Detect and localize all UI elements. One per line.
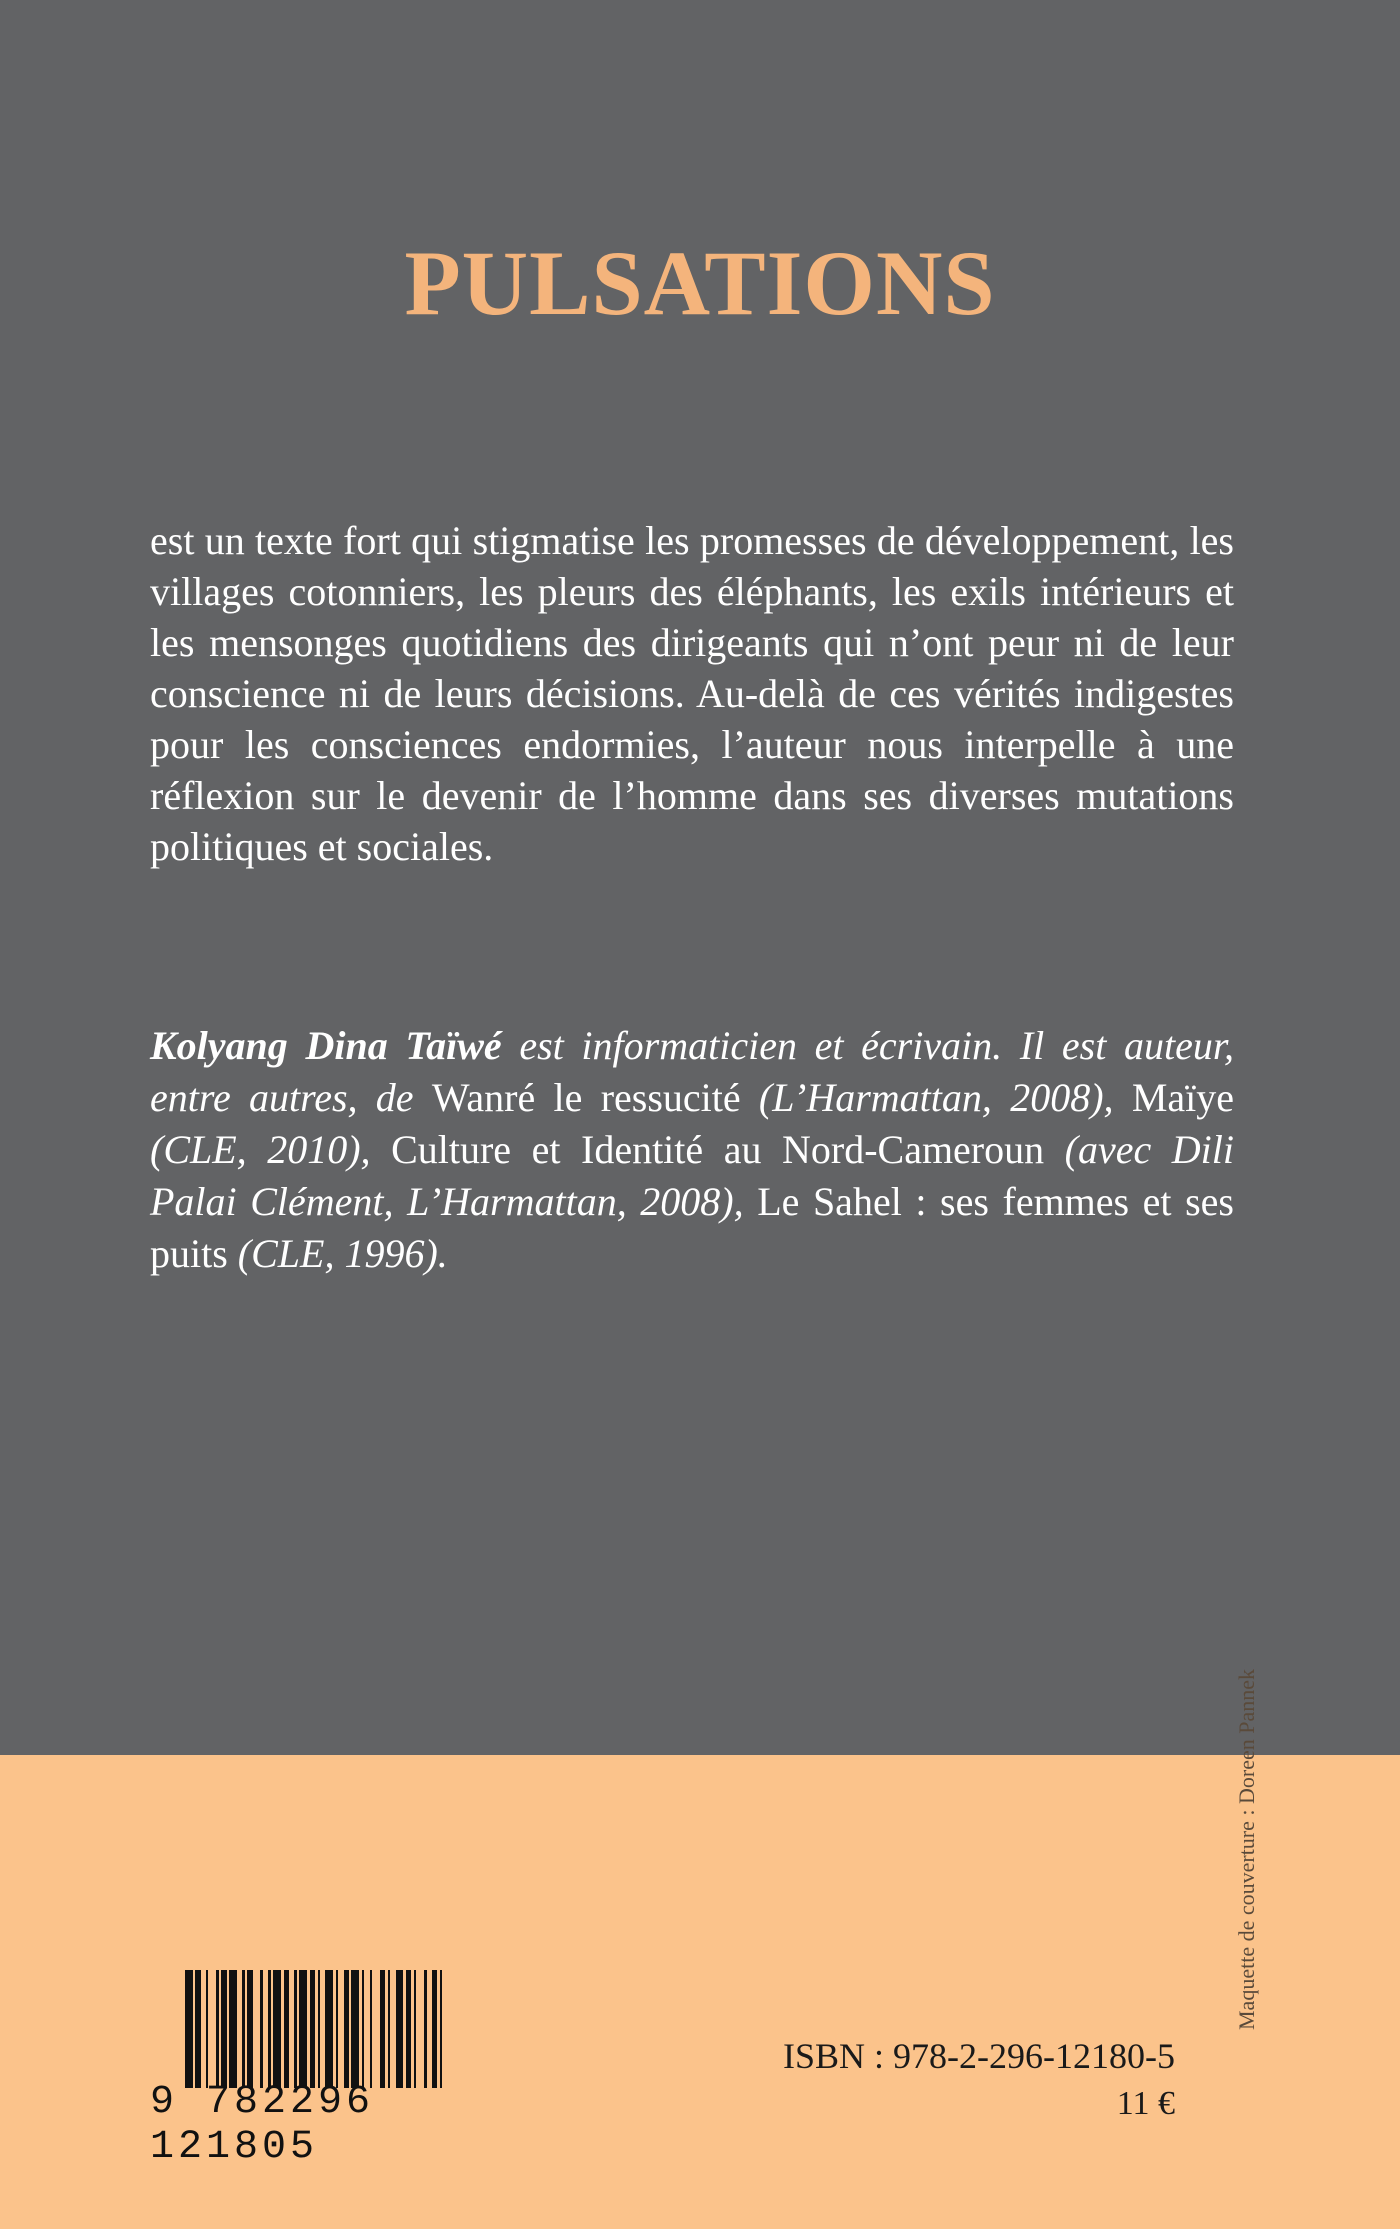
barcode-digits: 9 782296 121805 [150, 2080, 375, 2170]
book-title-1: Wanré le ressucité [431, 1075, 741, 1120]
barcode-bar [185, 1970, 193, 2088]
barcode-bar [362, 1970, 365, 2088]
barcode-bar [440, 1970, 443, 2088]
barcode-bar [424, 1970, 427, 2088]
barcode-bar [206, 1970, 209, 2088]
barcode-bar [260, 1970, 263, 2088]
barcode-bar [325, 1970, 333, 2088]
book-title-3: Culture et Identité au Nord-Cameroun [391, 1127, 1045, 1172]
price: 11 € [1116, 2085, 1175, 2122]
barcode-bar [370, 1970, 373, 2088]
book-blurb: est un texte fort qui stigmatise les promesses de développement, les villages cotonniers, les pleurs des éléphants, les exils intérieurs et les mensonges quotidiens des dirigeants qui n’ont peur ni de leur conscience ni de leurs décisions. Au-delà de ces vérités indigestes pour les consciences endormies, l’auteur nous interpelle à une réflexion sur le devenir de l’homme dans ses diverses mutations politiques et sociales. [150, 518, 1234, 869]
cover-design-credit: Maquette de couverture : Doreen Pannek [1234, 1668, 1259, 2030]
barcode-bar [388, 1970, 391, 2088]
barcode-bar [268, 1970, 271, 2088]
barcode-bar [294, 1970, 297, 2088]
barcode-bar [406, 1970, 411, 2088]
barcode-bar [318, 1970, 321, 2088]
barcode-bar [310, 1970, 315, 2088]
author-name: Kolyang Dina Taïwé [150, 1023, 502, 1068]
barcode-bar [229, 1970, 237, 2088]
barcode-bar [396, 1970, 404, 2088]
barcode-bar [242, 1970, 245, 2088]
author-bio [150, 1020, 1234, 1280]
publisher-2: (CLE, 2010), [150, 1127, 392, 1172]
barcode-bar [336, 1970, 339, 2088]
barcode-bar [351, 1970, 359, 2088]
barcode [150, 1970, 520, 2170]
barcode-bars [185, 1970, 515, 2088]
barcode-bar [195, 1970, 200, 2088]
barcode-bar [247, 1970, 252, 2088]
barcode-bar [432, 1970, 437, 2088]
barcode-bar [221, 1970, 226, 2088]
publisher-1: (L’Harmattan, 2008), [740, 1075, 1132, 1120]
barcode-bar [273, 1970, 281, 2088]
publisher-4: (CLE, 1996). [227, 1231, 448, 1276]
bio-intro: est informaticien et écrivain. Il est auteur, entre autres, de [150, 1023, 1235, 1120]
barcode-bar [414, 1970, 417, 2088]
barcode-bar [299, 1970, 307, 2088]
publisher-3: (avec Dili Palai Clément, L’Harmattan, 2008), [150, 1127, 1235, 1224]
book-title-2: Maïye [1131, 1075, 1234, 1120]
barcode-bar [216, 1970, 219, 2088]
isbn: ISBN : 978-2-296-12180-5 [783, 2036, 1175, 2076]
barcode-bar [380, 1970, 385, 2088]
barcode-bar [284, 1970, 289, 2088]
book-title-4: Le Sahel : ses femmes et ses puits [150, 1179, 1234, 1276]
book-title: PULSATIONS [404, 232, 996, 334]
barcode-bar [344, 1970, 349, 2088]
